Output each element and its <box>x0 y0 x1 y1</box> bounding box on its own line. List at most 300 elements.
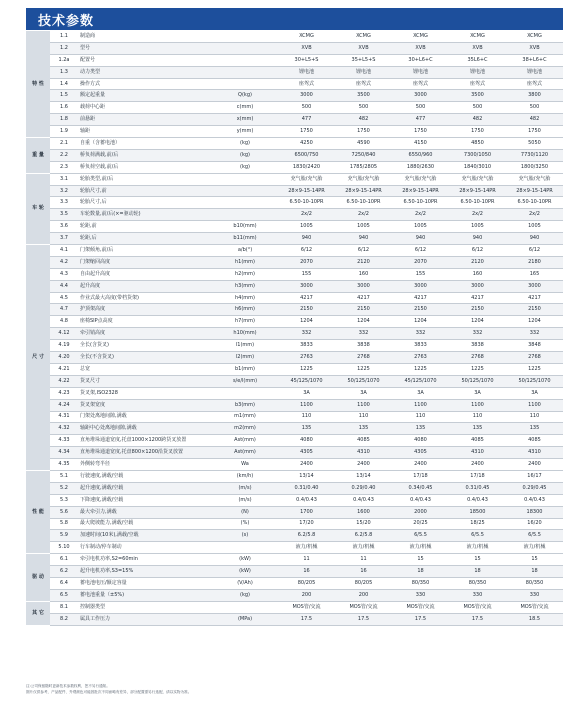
unit <box>212 601 278 613</box>
row-number: 8.1 <box>50 601 78 613</box>
model-value: 0.4/0.43 <box>506 494 563 506</box>
group-label: 特 性 <box>26 31 50 138</box>
parameter-name: 型号 <box>78 42 212 54</box>
model-value: MOS管/交流 <box>335 601 392 613</box>
model-value: 2000 <box>392 506 449 518</box>
model-value: 4850 <box>449 138 506 150</box>
spec-row <box>26 245 563 257</box>
spec-row <box>26 601 563 613</box>
unit: Ast(mm) <box>212 447 278 459</box>
spec-row <box>26 340 563 352</box>
model-value: 1750 <box>392 126 449 138</box>
parameter-name: 载荷中心距 <box>78 102 212 114</box>
model-value: 3000 <box>278 280 335 292</box>
spec-row <box>26 280 563 292</box>
group-label: 尺 寸 <box>26 245 50 471</box>
row-number: 3.7 <box>50 233 78 245</box>
model-value: 0.4/0.43 <box>449 494 506 506</box>
unit: h2(mm) <box>212 268 278 280</box>
model-value: 2070 <box>278 256 335 268</box>
row-number: 5.3 <box>50 494 78 506</box>
model-value: 充气胎/充气胎 <box>449 173 506 185</box>
spec-row <box>26 589 563 601</box>
model-value: 4310 <box>335 447 392 459</box>
model-value: 4590 <box>335 138 392 150</box>
model-value: 28×9-15-14PR <box>449 185 506 197</box>
model-value: 充气胎/充气胎 <box>278 173 335 185</box>
model-value: 6/12 <box>449 245 506 257</box>
spec-row <box>26 114 563 126</box>
model-value: 2400 <box>392 459 449 471</box>
model-value: 18 <box>506 566 563 578</box>
unit <box>212 78 278 90</box>
model-value: 50/125/1070 <box>506 375 563 387</box>
unit <box>212 209 278 221</box>
unit: (s) <box>212 530 278 542</box>
model-value: 1100 <box>335 399 392 411</box>
model-value: 锂电池 <box>335 66 392 78</box>
spec-row <box>26 494 563 506</box>
model-value: 17/18 <box>449 470 506 482</box>
unit: l1(mm) <box>212 340 278 352</box>
model-value: 1100 <box>278 399 335 411</box>
model-value: 座驾式 <box>278 78 335 90</box>
section-header <box>26 8 563 30</box>
model-value: 1830/2420 <box>278 161 335 173</box>
model-value: 332 <box>506 328 563 340</box>
row-number: 1.2a <box>50 54 78 66</box>
model-value: 0.4/0.43 <box>278 494 335 506</box>
model-value: 16/20 <box>506 518 563 530</box>
model-value: 15/20 <box>335 518 392 530</box>
unit: Q(kg) <box>212 90 278 102</box>
unit <box>212 542 278 554</box>
model-value: 6/5.5 <box>449 530 506 542</box>
unit: b11(mm) <box>212 233 278 245</box>
parameter-name: 制造商 <box>78 31 212 42</box>
model-value: 2763 <box>392 352 449 364</box>
model-value: 1204 <box>506 316 563 328</box>
model-value: 940 <box>506 233 563 245</box>
model-value: 6/5.5 <box>506 530 563 542</box>
row-number: 5.1 <box>50 470 78 482</box>
model-value: 135 <box>335 423 392 435</box>
model-value: 30+L5+S <box>278 54 335 66</box>
parameter-name: 蓄电池电压/额定容量 <box>78 577 212 589</box>
unit <box>212 173 278 185</box>
model-value: 4305 <box>278 447 335 459</box>
spec-row <box>26 482 563 494</box>
model-value: 17.5 <box>278 613 335 625</box>
unit: s/e/l(mm) <box>212 375 278 387</box>
model-value: 4310 <box>449 447 506 459</box>
spec-row <box>26 185 563 197</box>
model-value: 1005 <box>392 221 449 233</box>
parameter-name: 外侧转弯半径 <box>78 459 212 471</box>
model-value: 液力/机械 <box>506 542 563 554</box>
row-number: 4.31 <box>50 411 78 423</box>
model-value: 3A <box>506 387 563 399</box>
model-value: 330 <box>392 589 449 601</box>
model-value: 50/125/1070 <box>335 375 392 387</box>
model-value: 110 <box>392 411 449 423</box>
model-value: 200 <box>335 589 392 601</box>
model-value: 7300/1050 <box>449 149 506 161</box>
model-value: 3838 <box>335 340 392 352</box>
row-number: 4.5 <box>50 292 78 304</box>
unit <box>212 54 278 66</box>
model-value: MOS管/交流 <box>278 601 335 613</box>
spec-row <box>26 577 563 589</box>
parameter-name: 直角堆垛通道宽度,托盘1000×1200跨货叉放置 <box>78 435 212 447</box>
model-value: 940 <box>278 233 335 245</box>
unit: m1(mm) <box>212 411 278 423</box>
parameter-name: 全长(含货叉) <box>78 340 212 352</box>
model-value: 3500 <box>449 90 506 102</box>
model-value: 110 <box>278 411 335 423</box>
unit: y(mm) <box>212 126 278 138</box>
model-value: XVB <box>506 42 563 54</box>
parameter-name: 自重（含蓄电池） <box>78 138 212 150</box>
parameter-name: 牵引销高度 <box>78 328 212 340</box>
group-label: 车 轮 <box>26 173 50 244</box>
unit: (km/h) <box>212 470 278 482</box>
row-number: 4.2 <box>50 256 78 268</box>
row-number: 4.33 <box>50 435 78 447</box>
unit: Wa <box>212 459 278 471</box>
model-value: 6550/960 <box>392 149 449 161</box>
spec-row <box>26 209 563 221</box>
model-value: 332 <box>278 328 335 340</box>
model-value: 1700 <box>278 506 335 518</box>
model-value: 4085 <box>335 435 392 447</box>
model-value: 液力/机械 <box>449 542 506 554</box>
parameter-name: 行车制动/停车制动 <box>78 542 212 554</box>
spec-row <box>26 292 563 304</box>
model-value: XVB <box>392 42 449 54</box>
model-value: 2768 <box>335 352 392 364</box>
model-value: XCMG <box>335 31 392 42</box>
model-value: 3000 <box>392 90 449 102</box>
row-number: 4.1 <box>50 245 78 257</box>
model-value: 940 <box>392 233 449 245</box>
group-label: 性 能 <box>26 470 50 553</box>
model-value: 1750 <box>335 126 392 138</box>
model-value: 2400 <box>278 459 335 471</box>
spec-row <box>26 518 563 530</box>
row-number: 5.8 <box>50 518 78 530</box>
model-value: 锂电池 <box>449 66 506 78</box>
model-value: 6.50-10-10PR <box>449 197 506 209</box>
model-value: 0.34/0.45 <box>392 482 449 494</box>
model-value: 锂电池 <box>506 66 563 78</box>
model-value: 2400 <box>506 459 563 471</box>
parameter-name: 最大爬坡能力,满载/空载 <box>78 518 212 530</box>
model-value: 1204 <box>392 316 449 328</box>
spec-row <box>26 411 563 423</box>
group-label: 重 量 <box>26 138 50 174</box>
unit: a/b(°) <box>212 245 278 257</box>
model-value: 2x/2 <box>278 209 335 221</box>
model-value: 110 <box>335 411 392 423</box>
row-number: 4.35 <box>50 459 78 471</box>
model-value: 15 <box>506 554 563 566</box>
model-value: 18300 <box>506 506 563 518</box>
model-value: 2150 <box>278 304 335 316</box>
model-value: 50/125/1070 <box>449 375 506 387</box>
model-value: 4085 <box>449 435 506 447</box>
model-value: 28×9-15-14PR <box>506 185 563 197</box>
model-value: 110 <box>449 411 506 423</box>
unit: (N) <box>212 506 278 518</box>
model-value: 330 <box>449 589 506 601</box>
model-value: 17.5 <box>392 613 449 625</box>
model-value: 500 <box>449 102 506 114</box>
model-value: 1750 <box>449 126 506 138</box>
parameter-name: 前悬距 <box>78 114 212 126</box>
row-number: 5.10 <box>50 542 78 554</box>
model-value: 充气胎/充气胎 <box>506 173 563 185</box>
spec-row <box>26 423 563 435</box>
unit: (kg) <box>212 138 278 150</box>
model-value: 1225 <box>335 363 392 375</box>
spec-row <box>26 459 563 471</box>
parameter-name: 自由起升高度 <box>78 268 212 280</box>
model-value: 160 <box>449 268 506 280</box>
model-value: 6/12 <box>278 245 335 257</box>
model-value: 座驾式 <box>392 78 449 90</box>
parameter-name: 作业式最大高度(带档货架) <box>78 292 212 304</box>
row-number: 1.8 <box>50 114 78 126</box>
model-value: XVB <box>335 42 392 54</box>
unit: (MPa) <box>212 613 278 625</box>
model-value: 15 <box>449 554 506 566</box>
model-value: 2400 <box>449 459 506 471</box>
spec-row <box>26 506 563 518</box>
model-value: 28×9-15-14PR <box>335 185 392 197</box>
model-value: 3A <box>449 387 506 399</box>
model-value: 332 <box>335 328 392 340</box>
unit: (V/Ah) <box>212 577 278 589</box>
unit: (m/s) <box>212 482 278 494</box>
model-value: 18500 <box>449 506 506 518</box>
model-value: 6.50-10-10PR <box>506 197 563 209</box>
model-value: 0.31/0.45 <box>449 482 506 494</box>
model-value: 4150 <box>392 138 449 150</box>
model-value: 座驾式 <box>449 78 506 90</box>
row-number: 5.2 <box>50 482 78 494</box>
row-number: 6.2 <box>50 566 78 578</box>
model-value: 80/205 <box>278 577 335 589</box>
model-value: 1750 <box>506 126 563 138</box>
unit: Ast(mm) <box>212 435 278 447</box>
model-value: 4217 <box>392 292 449 304</box>
model-value: 16/17 <box>506 470 563 482</box>
unit: b1(mm) <box>212 363 278 375</box>
spec-row <box>26 304 563 316</box>
spec-row <box>26 613 563 625</box>
model-value: 7250/840 <box>335 149 392 161</box>
unit: (kg) <box>212 149 278 161</box>
model-value: XCMG <box>449 31 506 42</box>
model-value: 17/20 <box>278 518 335 530</box>
row-number: 4.12 <box>50 328 78 340</box>
model-value: 3833 <box>392 340 449 352</box>
model-value: 充气胎/充气胎 <box>392 173 449 185</box>
model-value: 18 <box>392 566 449 578</box>
model-value: 155 <box>392 268 449 280</box>
model-value: 6/12 <box>335 245 392 257</box>
model-value: 3833 <box>278 340 335 352</box>
model-value: 1600 <box>335 506 392 518</box>
model-value: 2x/2 <box>506 209 563 221</box>
model-value: 2120 <box>335 256 392 268</box>
model-value: 11 <box>278 554 335 566</box>
model-value: 2400 <box>335 459 392 471</box>
row-number: 8.2 <box>50 613 78 625</box>
model-value: 3A <box>335 387 392 399</box>
model-value: 18.5 <box>506 613 563 625</box>
model-value: 6500/750 <box>278 149 335 161</box>
model-value: 锂电池 <box>392 66 449 78</box>
model-value: 3000 <box>392 280 449 292</box>
parameter-name: 全长(不含货叉) <box>78 352 212 364</box>
model-value: 3000 <box>506 280 563 292</box>
row-number: 4.3 <box>50 268 78 280</box>
spec-row <box>26 328 563 340</box>
unit: x(mm) <box>212 114 278 126</box>
unit: l2(mm) <box>212 352 278 364</box>
model-value: 35L6+C <box>449 54 506 66</box>
specification-table <box>26 31 563 626</box>
model-value: 135 <box>392 423 449 435</box>
model-value: 2180 <box>506 256 563 268</box>
row-number: 4.34 <box>50 447 78 459</box>
spec-row <box>26 399 563 411</box>
parameter-name: 直角堆垛通道宽度,托盘800×1200沿货叉放置 <box>78 447 212 459</box>
model-value: 2070 <box>392 256 449 268</box>
row-number: 4.32 <box>50 423 78 435</box>
model-value: 3500 <box>335 90 392 102</box>
model-value: 锂电池 <box>278 66 335 78</box>
row-number: 1.2 <box>50 42 78 54</box>
model-value: 17.5 <box>335 613 392 625</box>
row-number: 5.6 <box>50 506 78 518</box>
spec-row <box>26 90 563 102</box>
model-value: 4250 <box>278 138 335 150</box>
model-value: 18/25 <box>449 518 506 530</box>
model-value: 1005 <box>449 221 506 233</box>
model-value: XCMG <box>506 31 563 42</box>
model-value: 1785/2805 <box>335 161 392 173</box>
model-value: 45/125/1070 <box>278 375 335 387</box>
unit: m2(mm) <box>212 423 278 435</box>
model-value: 28×9-15-14PR <box>392 185 449 197</box>
model-value: 1100 <box>506 399 563 411</box>
model-value: 940 <box>335 233 392 245</box>
model-value: 2150 <box>392 304 449 316</box>
model-value: 0.29/0.45 <box>506 482 563 494</box>
model-value: 2763 <box>278 352 335 364</box>
model-value: XVB <box>278 42 335 54</box>
parameter-name: 货叉尺寸 <box>78 375 212 387</box>
model-value: 500 <box>392 102 449 114</box>
model-value: 80/205 <box>335 577 392 589</box>
spec-row <box>26 470 563 482</box>
model-value: 1204 <box>278 316 335 328</box>
model-value: 2x/2 <box>392 209 449 221</box>
unit: h3(mm) <box>212 280 278 292</box>
model-value: 1880/2630 <box>392 161 449 173</box>
model-value: 3848 <box>506 340 563 352</box>
unit: h10(mm) <box>212 328 278 340</box>
model-value: 3000 <box>449 280 506 292</box>
parameter-name: 起升速度,满载/空载 <box>78 482 212 494</box>
row-number: 4.24 <box>50 399 78 411</box>
unit <box>212 31 278 42</box>
spec-row <box>26 387 563 399</box>
model-value: 11 <box>335 554 392 566</box>
model-value: 1005 <box>278 221 335 233</box>
model-value: MOS管/交流 <box>449 601 506 613</box>
model-value: 80/350 <box>506 577 563 589</box>
row-number: 1.5 <box>50 90 78 102</box>
unit: (kW) <box>212 566 278 578</box>
model-value: 2120 <box>449 256 506 268</box>
footnotes <box>26 683 556 695</box>
unit: (m/s) <box>212 494 278 506</box>
row-number: 6.5 <box>50 589 78 601</box>
parameter-name: 桥负荷空载,前/后 <box>78 161 212 173</box>
model-value: 座驾式 <box>335 78 392 90</box>
spec-row <box>26 138 563 150</box>
model-value: 482 <box>335 114 392 126</box>
model-value: 13/14 <box>335 470 392 482</box>
parameter-name: 货叉架,ISO2328 <box>78 387 212 399</box>
spec-row <box>26 66 563 78</box>
spec-row <box>26 54 563 66</box>
row-number: 4.22 <box>50 375 78 387</box>
model-value: 6.50-10-10PR <box>392 197 449 209</box>
model-value: 6/12 <box>392 245 449 257</box>
model-value: 482 <box>506 114 563 126</box>
model-value: 液力/机械 <box>392 542 449 554</box>
spec-row <box>26 363 563 375</box>
model-value: 500 <box>335 102 392 114</box>
parameter-name: 配置号 <box>78 54 212 66</box>
unit <box>212 197 278 209</box>
parameter-name: 门架倾角,前/后 <box>78 245 212 257</box>
model-value: 1005 <box>506 221 563 233</box>
unit <box>212 66 278 78</box>
spec-row <box>26 530 563 542</box>
unit: c(mm) <box>212 102 278 114</box>
footnote-line: 注:公司保留随时更新技术参数权利，恕不另行通知。 <box>26 684 110 688</box>
parameter-name: 货叉架宽度 <box>78 399 212 411</box>
model-value: 160 <box>335 268 392 280</box>
model-value: 1005 <box>335 221 392 233</box>
model-value: 2150 <box>506 304 563 316</box>
model-value: 7730/1120 <box>506 149 563 161</box>
model-value: 1225 <box>278 363 335 375</box>
model-value: 1225 <box>392 363 449 375</box>
model-value: 2x/2 <box>449 209 506 221</box>
model-value: 1100 <box>449 399 506 411</box>
spec-row <box>26 126 563 138</box>
model-value: 0.4/0.43 <box>392 494 449 506</box>
unit: b10(mm) <box>212 221 278 233</box>
model-value: 2150 <box>335 304 392 316</box>
